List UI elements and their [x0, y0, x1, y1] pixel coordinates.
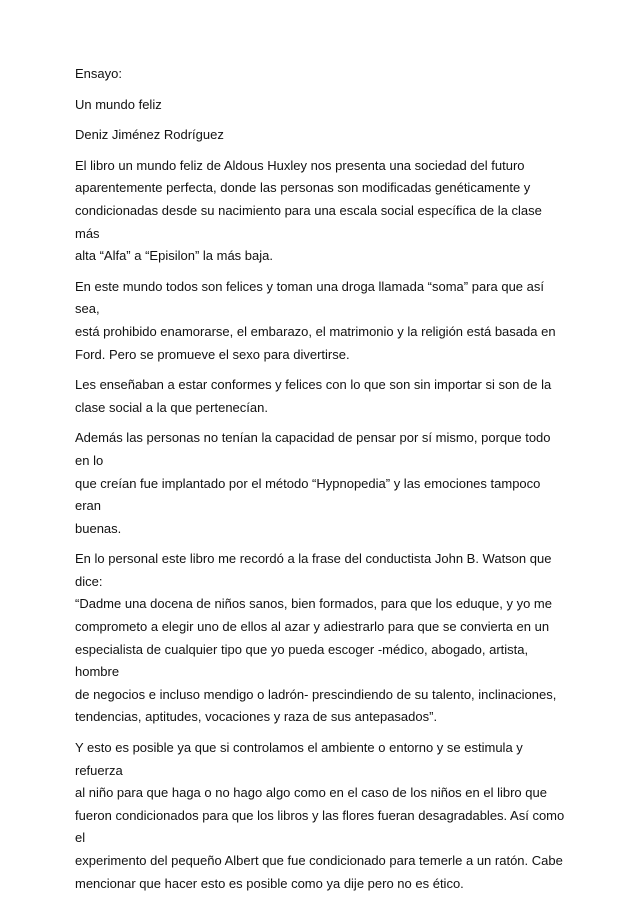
essay-title: Un mundo feliz	[75, 96, 162, 112]
paragraph-3: Les enseñaban a estar conformes y felices con lo que son sin importar si son de la clase social a la que pertenecían.	[75, 377, 552, 415]
paragraph-5: En lo personal este libro me recordó a la frase del conductista John B. Watson que dice: “Dadme una docena de niños sanos, bien formados, para que los eduque, y yo me comprometo a elegir uno de ellos al azar y adiestrarlo para que se convierta en un especialista de cualquier tipo que yo pueda escoger -médico, abogado, artista, hombre de negocios e incluso mendigo o ladrón- prescindiendo de su talento, inclinaciones, tendencias, aptitudes, vocaciones y raza de sus antepasados”.	[75, 551, 557, 725]
paragraph-1: El libro un mundo feliz de Aldous Huxley nos presenta una sociedad del futuro aparentemente perfecta, donde las personas son modificadas genéticamente y condicionadas desde su nacimiento para una escala social específica de la clase más alta “Alfa” a “Episilon” la más baja.	[75, 157, 542, 264]
paragraph-2: En este mundo todos son felices y toman una droga llamada “soma” para que así sea, está prohibido enamorarse, el embarazo, el matrimonio y la religión está basada en Ford. Pero se promueve el sexo para divertirse.	[75, 278, 556, 362]
document-body	[75, 63, 567, 903]
essay-author: Deniz Jiménez Rodríguez	[75, 127, 224, 143]
essay-label: Ensayo:	[75, 66, 122, 81]
paragraph-6: Y esto es posible ya que si controlamos el ambiente o entorno y se estimula y refuerza al niño para que haga o no hago algo como en el caso de los niños en el libro que fueron condicionados para que los libros y las flores fueran desagradables. Así como el experimento del pequeño Albert que fue condicionado para temerle a un ratón. Cabe mencionar que hacer esto es posible como ya dije pero no es ético.	[75, 740, 565, 891]
paragraph-4: Además las personas no tenían la capacidad de pensar por sí mismo, porque todo en lo que creían fue implantado por el método “Hypnopedia” y las emociones tampoco eran buenas.	[75, 430, 551, 536]
